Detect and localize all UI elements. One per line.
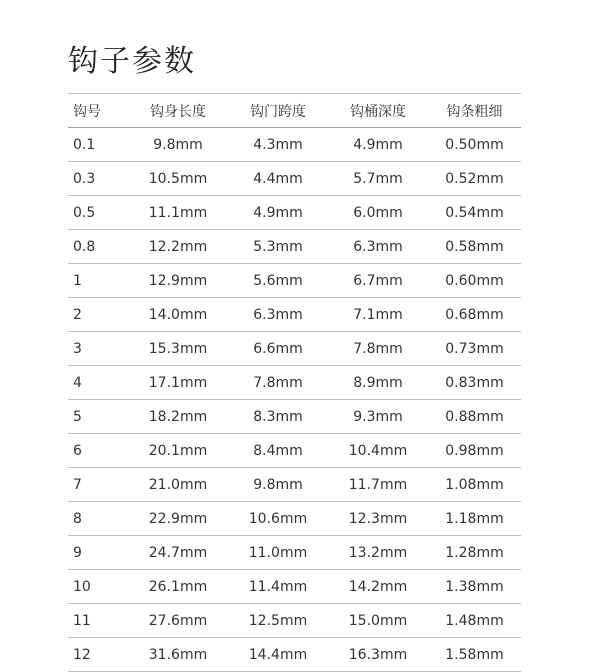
table-row [68,162,521,196]
cell-gap-width: 6.6mm [228,332,328,366]
cell-hook-number: 0.5 [68,196,128,230]
cell-shank-length: 12.2mm [128,230,228,264]
cell-throat-depth: 4.9mm [328,128,428,162]
cell-wire-thickness: 0.52mm [428,162,521,196]
header-shank-length: 钩身长度 [128,94,228,128]
cell-shank-length: 11.1mm [128,196,228,230]
cell-gap-width: 11.0mm [228,536,328,570]
cell-throat-depth: 6.0mm [328,196,428,230]
cell-wire-thickness: 1.58mm [428,638,521,672]
cell-gap-width: 9.8mm [228,468,328,502]
cell-wire-thickness: 1.18mm [428,502,521,536]
cell-wire-thickness: 0.58mm [428,230,521,264]
table-row [68,536,521,570]
cell-throat-depth: 12.3mm [328,502,428,536]
cell-hook-number: 6 [68,434,128,468]
table-row [68,468,521,502]
cell-gap-width: 5.3mm [228,230,328,264]
cell-shank-length: 17.1mm [128,366,228,400]
table-row [68,332,521,366]
cell-hook-number: 0.3 [68,162,128,196]
table-row [68,264,521,298]
cell-wire-thickness: 0.54mm [428,196,521,230]
cell-hook-number: 4 [68,366,128,400]
cell-wire-thickness: 0.98mm [428,434,521,468]
cell-hook-number: 0.8 [68,230,128,264]
table-body [68,128,521,672]
cell-wire-thickness: 1.38mm [428,570,521,604]
cell-wire-thickness: 1.48mm [428,604,521,638]
cell-shank-length: 22.9mm [128,502,228,536]
cell-hook-number: 12 [68,638,128,672]
cell-gap-width: 4.9mm [228,196,328,230]
page-title: 钩子参数 [68,44,196,79]
cell-wire-thickness: 1.08mm [428,468,521,502]
cell-throat-depth: 11.7mm [328,468,428,502]
cell-throat-depth: 7.1mm [328,298,428,332]
cell-gap-width: 8.3mm [228,400,328,434]
cell-wire-thickness: 0.68mm [428,298,521,332]
table-row [68,400,521,434]
cell-wire-thickness: 0.83mm [428,366,521,400]
cell-shank-length: 10.5mm [128,162,228,196]
table-row [68,502,521,536]
cell-throat-depth: 6.3mm [328,230,428,264]
cell-wire-thickness: 0.60mm [428,264,521,298]
cell-wire-thickness: 0.73mm [428,332,521,366]
cell-throat-depth: 7.8mm [328,332,428,366]
table-row [68,366,521,400]
cell-throat-depth: 8.9mm [328,366,428,400]
cell-hook-number: 9 [68,536,128,570]
cell-shank-length: 26.1mm [128,570,228,604]
table-row [68,638,521,672]
cell-hook-number: 10 [68,570,128,604]
table-row [68,570,521,604]
cell-gap-width: 6.3mm [228,298,328,332]
cell-gap-width: 7.8mm [228,366,328,400]
cell-wire-thickness: 0.50mm [428,128,521,162]
hook-parameters-table-wrapper [68,93,521,672]
table-row [68,128,521,162]
cell-throat-depth: 5.7mm [328,162,428,196]
cell-hook-number: 3 [68,332,128,366]
cell-hook-number: 7 [68,468,128,502]
header-gap-width: 钩门跨度 [228,94,328,128]
cell-gap-width: 12.5mm [228,604,328,638]
cell-throat-depth: 16.3mm [328,638,428,672]
cell-hook-number: 2 [68,298,128,332]
table-row [68,604,521,638]
cell-throat-depth: 9.3mm [328,400,428,434]
cell-shank-length: 15.3mm [128,332,228,366]
cell-throat-depth: 10.4mm [328,434,428,468]
cell-hook-number: 5 [68,400,128,434]
table-row [68,434,521,468]
cell-shank-length: 9.8mm [128,128,228,162]
cell-gap-width: 10.6mm [228,502,328,536]
cell-throat-depth: 15.0mm [328,604,428,638]
cell-shank-length: 27.6mm [128,604,228,638]
table-row [68,230,521,264]
header-hook-number: 钩号 [68,94,128,128]
cell-hook-number: 8 [68,502,128,536]
cell-shank-length: 18.2mm [128,400,228,434]
cell-shank-length: 21.0mm [128,468,228,502]
cell-hook-number: 11 [68,604,128,638]
header-throat-depth: 钩桶深度 [328,94,428,128]
cell-gap-width: 5.6mm [228,264,328,298]
cell-shank-length: 14.0mm [128,298,228,332]
hook-parameters-table [68,93,521,672]
table-row [68,196,521,230]
cell-wire-thickness: 0.88mm [428,400,521,434]
table-row [68,298,521,332]
cell-gap-width: 11.4mm [228,570,328,604]
cell-hook-number: 1 [68,264,128,298]
cell-throat-depth: 6.7mm [328,264,428,298]
cell-shank-length: 20.1mm [128,434,228,468]
cell-gap-width: 14.4mm [228,638,328,672]
cell-gap-width: 8.4mm [228,434,328,468]
cell-shank-length: 31.6mm [128,638,228,672]
cell-hook-number: 0.1 [68,128,128,162]
cell-throat-depth: 13.2mm [328,536,428,570]
cell-wire-thickness: 1.28mm [428,536,521,570]
table-header-row [68,94,521,128]
header-wire-thickness: 钩条粗细 [428,94,521,128]
cell-throat-depth: 14.2mm [328,570,428,604]
cell-shank-length: 12.9mm [128,264,228,298]
cell-gap-width: 4.3mm [228,128,328,162]
cell-gap-width: 4.4mm [228,162,328,196]
cell-shank-length: 24.7mm [128,536,228,570]
